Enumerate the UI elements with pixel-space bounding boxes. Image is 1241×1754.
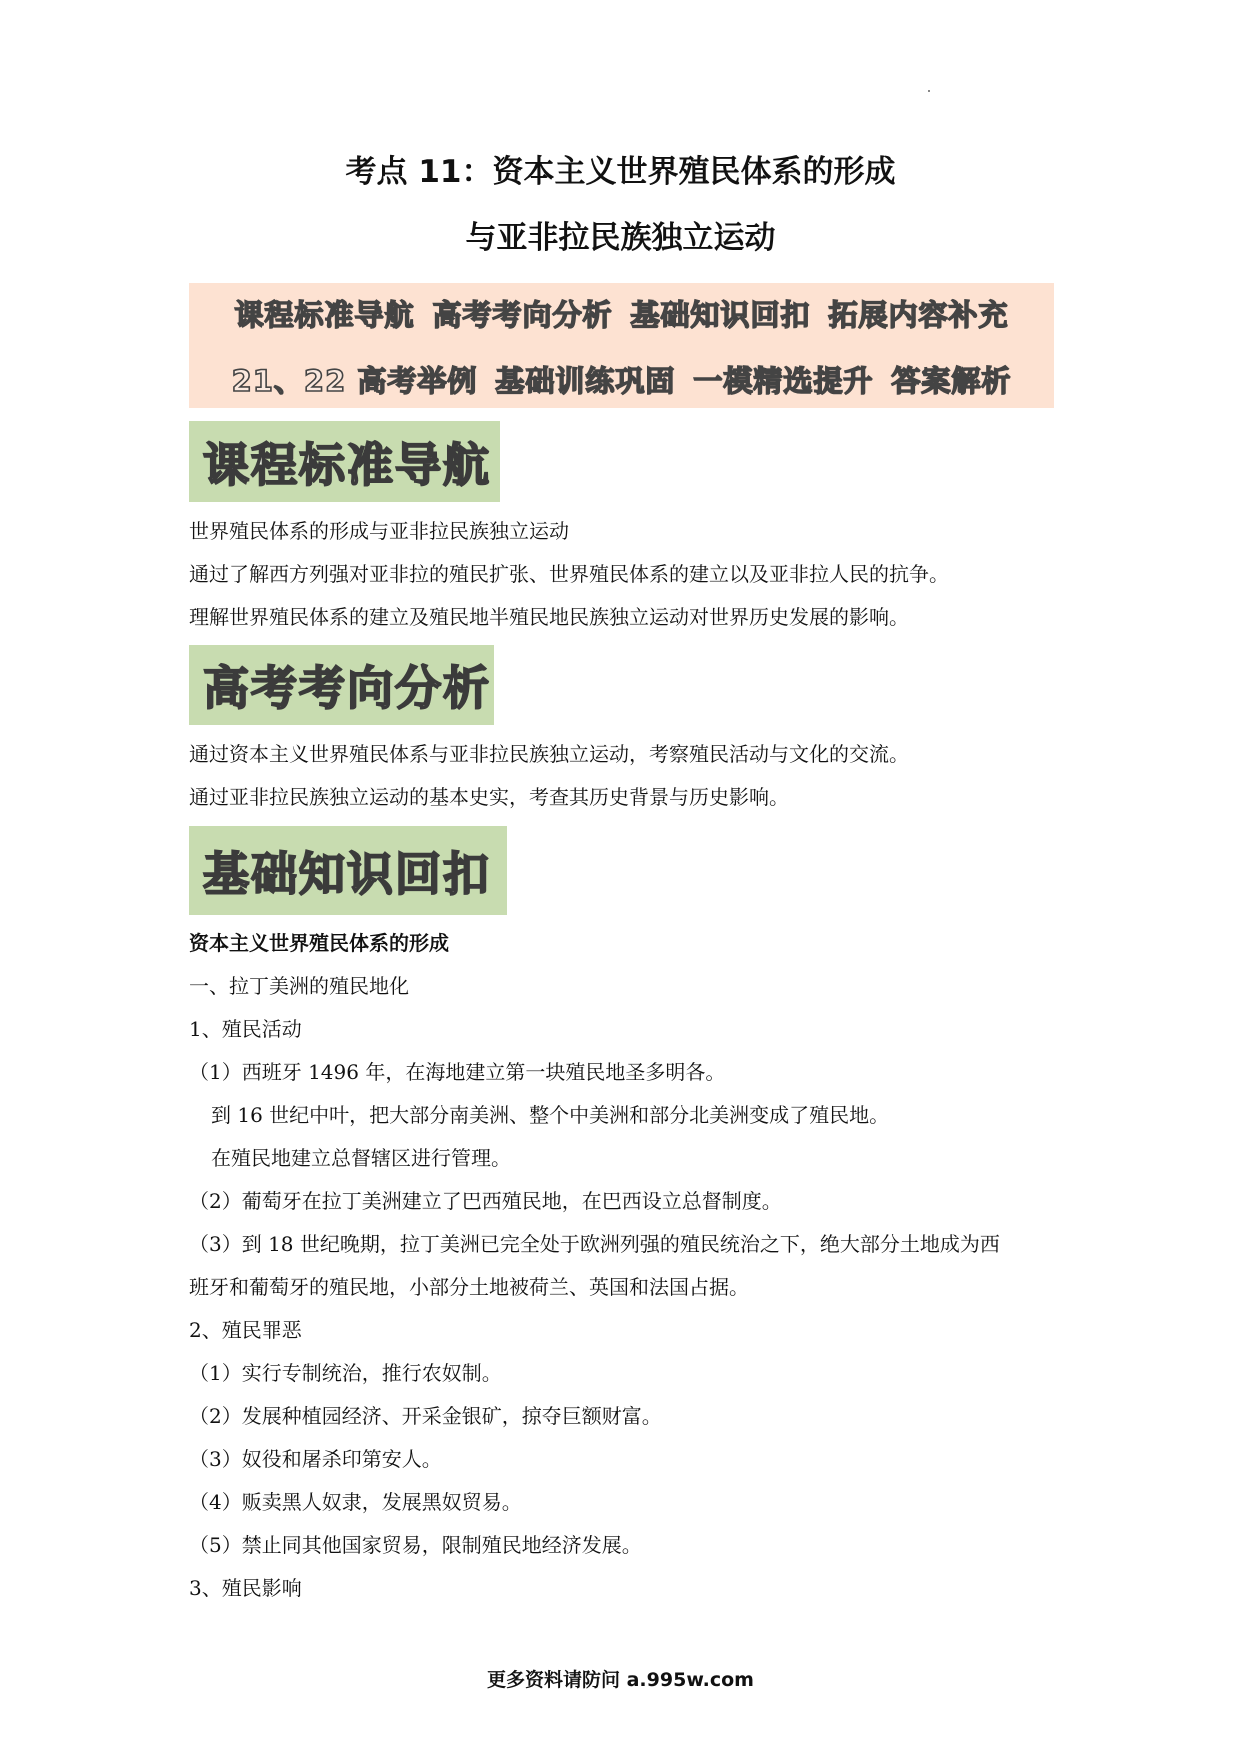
basics-line-11: （2）发展种植园经济、开采金银矿，掠夺巨额财富。 (189, 1404, 662, 1428)
section-nav-box (189, 283, 1054, 408)
basics-line-5: 在殖民地建立总督辖区进行管理。 (211, 1146, 511, 1170)
basics-line-12: （3）奴役和屠杀印第安人。 (189, 1447, 442, 1471)
curriculum-line-2: 通过了解西方列强对亚非拉的殖民扩张、世界殖民体系的建立以及亚非拉人民的抗争。 (189, 562, 949, 586)
basics-line-14: （5）禁止同其他国家贸易，限制殖民地经济发展。 (189, 1533, 642, 1557)
curriculum-line-1: 世界殖民体系的形成与亚非拉民族独立运动 (189, 519, 569, 543)
basics-line-9: 2、殖民罪恶 (189, 1318, 302, 1342)
analysis-line-1: 通过资本主义世界殖民体系与亚非拉民族独立运动，考察殖民活动与文化的交流。 (189, 742, 909, 766)
scan-dot (928, 90, 930, 92)
page-title-line2: 与亚非拉民族独立运动 (465, 220, 776, 256)
nav-item-basics[interactable]: 基础知识回扣 (630, 298, 811, 332)
basics-line-8: 班牙和葡萄牙的殖民地，小部分土地被荷兰、英国和法国占据。 (189, 1275, 749, 1299)
basics-line-7: （3）到 18 世纪晚期，拉丁美洲已完全处于欧洲列强的殖民统治之下，绝大部分土地成为西 (189, 1232, 1000, 1256)
basics-line-10: （1）实行专制统治，推行农奴制。 (189, 1361, 502, 1385)
nav-row-2 (189, 359, 1054, 400)
nav-item-analysis[interactable]: 高考考向分析 (432, 298, 613, 332)
nav-item-mock-selection[interactable]: 一模精选提升 (693, 364, 874, 398)
nav-row-1 (189, 293, 1054, 334)
basics-line-13: （4）贩卖黑人奴隶，发展黑奴贸易。 (189, 1490, 522, 1514)
nav-item-curriculum[interactable]: 课程标准导航 (234, 298, 415, 332)
basics-line-1: 一、拉丁美洲的殖民地化 (189, 974, 409, 998)
curriculum-line-3: 理解世界殖民体系的建立及殖民地半殖民地民族独立运动对世界历史发展的影响。 (189, 605, 909, 629)
section-header-analysis: 高考考向分析 (189, 645, 494, 725)
nav-item-answers[interactable]: 答案解析 (891, 364, 1012, 398)
nav-item-exam-examples[interactable]: 21、22 高考举例 (231, 364, 478, 398)
basics-subtitle: 资本主义世界殖民体系的形成 (189, 931, 449, 955)
section-header-basics: 基础知识回扣 (189, 826, 507, 915)
footer-note: 更多资料请防问 a.995w.com (487, 1669, 754, 1691)
nav-item-extension[interactable]: 拓展内容补充 (828, 298, 1009, 332)
basics-line-2: 1、殖民活动 (189, 1017, 302, 1041)
section-header-curriculum: 课程标准导航 (189, 421, 500, 502)
nav-item-training[interactable]: 基础训练巩固 (495, 364, 676, 398)
basics-line-15: 3、殖民影响 (189, 1576, 302, 1600)
basics-line-6: （2）葡萄牙在拉丁美洲建立了巴西殖民地，在巴西设立总督制度。 (189, 1189, 782, 1213)
page-title-line1: 考点 11：资本主义世界殖民体系的形成 (345, 154, 896, 190)
basics-line-3: （1）西班牙 1496 年，在海地建立第一块殖民地圣多明各。 (189, 1060, 726, 1084)
basics-line-4: 到 16 世纪中叶，把大部分南美洲、整个中美洲和部分北美洲变成了殖民地。 (211, 1103, 890, 1127)
analysis-line-2: 通过亚非拉民族独立运动的基本史实，考查其历史背景与历史影响。 (189, 785, 789, 809)
